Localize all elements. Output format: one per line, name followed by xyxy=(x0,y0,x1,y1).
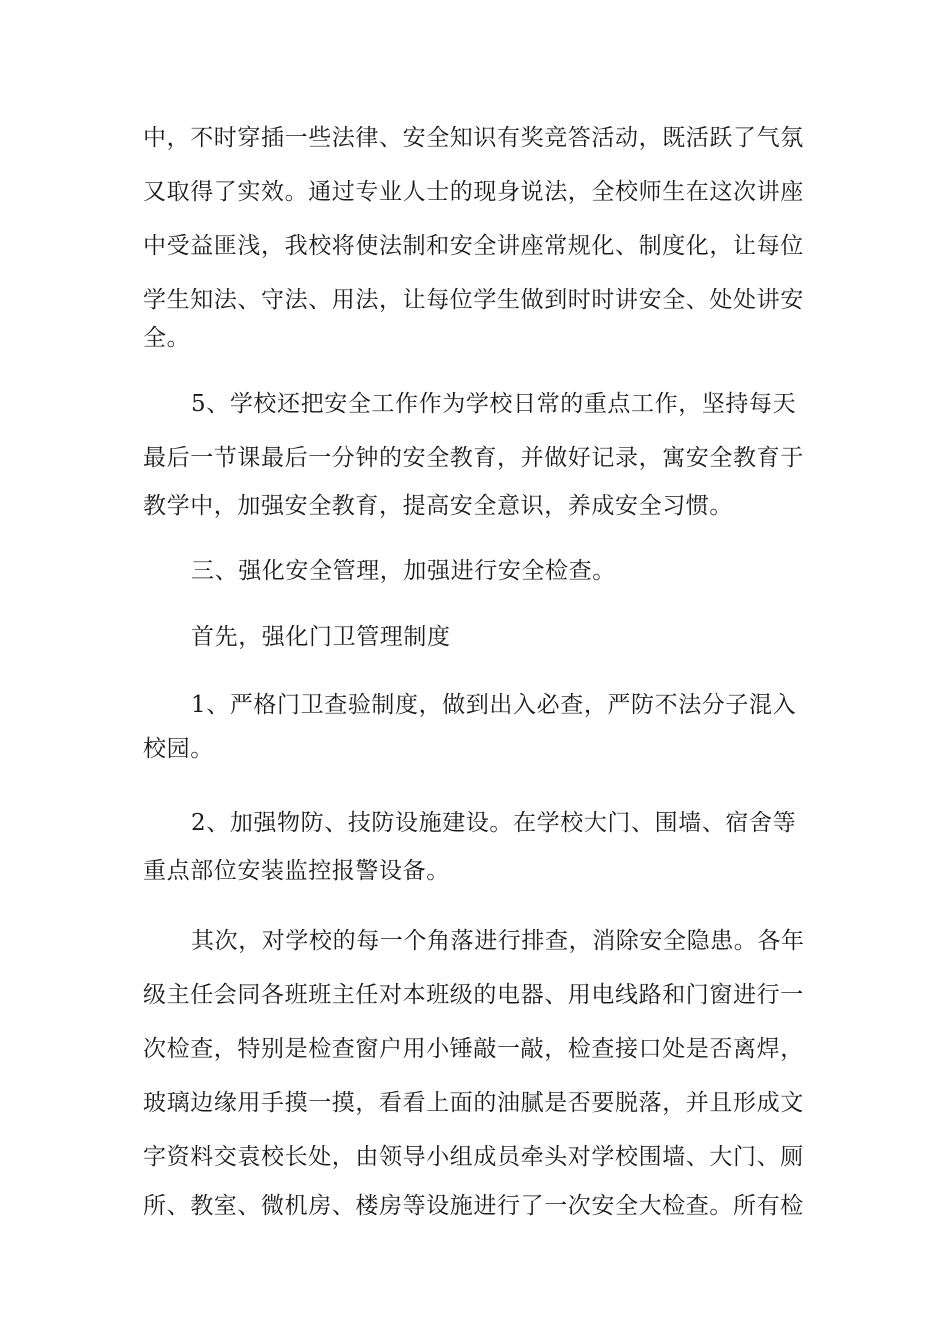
text-line: 中，不时穿插一些法律、安全知识有奖竞答活动，既活跃了气氛 xyxy=(143,125,804,151)
text-line: 其次，对学校的每一个角落进行排查，消除安全隐患。各年 xyxy=(191,928,805,954)
text-line: 2、加强物防、技防设施建设。在学校大门、围墙、宿舍等 xyxy=(191,810,797,836)
text-line: 次检查，特别是检查窗户用小锤敲一敲，检查接口处是否离焊， xyxy=(143,1036,804,1062)
text-line: 字资料交袁校长处，由领导小组成员牵头对学校围墙、大门、厕 xyxy=(143,1144,804,1170)
text-line: 校园。 xyxy=(143,736,214,762)
text-line: 首先，强化门卫管理制度 xyxy=(191,624,451,650)
text-line: 又取得了实效。通过专业人士的现身说法，全校师生在这次讲座 xyxy=(143,179,804,205)
text-line: 1、严格门卫查验制度，做到出入必查，严防不法分子混入 xyxy=(191,692,797,718)
text-line: 所、教室、微机房、楼房等设施进行了一次安全大检查。所有检 xyxy=(143,1193,804,1219)
text-line: 重点部位安装监控报警设备。 xyxy=(143,858,450,884)
text-line: 全。 xyxy=(143,325,191,351)
text-line: 5、学校还把安全工作作为学校日常的重点工作，坚持每天 xyxy=(191,391,797,417)
text-line: 玻璃边缘用手摸一摸，看看上面的油腻是否要脱落，并且形成文 xyxy=(143,1090,804,1116)
section-heading: 三、强化安全管理，加强进行安全检查。 xyxy=(191,558,616,584)
text-line: 中受益匪浅，我校将使法制和安全讲座常规化、制度化，让每位 xyxy=(143,233,804,259)
text-line: 学生知法、守法、用法，让每位学生做到时时讲安全、处处讲安 xyxy=(143,287,804,313)
text-line: 最后一节课最后一分钟的安全教育，并做好记录，寓安全教育于 xyxy=(143,445,804,471)
text-line: 级主任会同各班班主任对本班级的电器、用电线路和门窗进行一 xyxy=(143,982,804,1008)
text-line: 教学中，加强安全教育，提高安全意识，养成安全习惯。 xyxy=(143,493,733,519)
